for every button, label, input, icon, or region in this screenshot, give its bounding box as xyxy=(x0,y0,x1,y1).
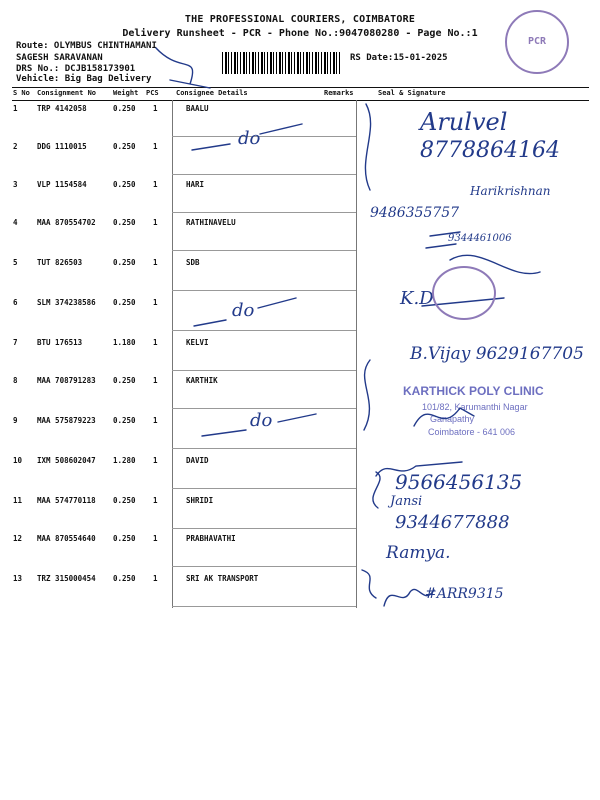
col-sno: S No xyxy=(13,89,30,97)
row-sno: 13 xyxy=(13,574,23,583)
header-signature-scribble xyxy=(150,44,220,94)
col-pcs: PCS xyxy=(146,89,159,97)
phone-row-2: 8778864164 xyxy=(420,138,560,163)
vehicle-label: Vehicle: Big Bag Delivery xyxy=(16,74,152,84)
weight-value: 0.250 xyxy=(113,104,136,113)
col-consignment: Consignment No xyxy=(37,89,97,97)
signature-row-12: Ramya. xyxy=(386,543,451,563)
consignment-number: MAA 870554702 xyxy=(37,218,96,227)
row-sno: 5 xyxy=(13,258,18,267)
col-remarks: Remarks xyxy=(324,89,354,97)
weight-value: 0.250 xyxy=(113,298,136,307)
clinic-stamp-address-2: Ganapathy xyxy=(430,414,475,424)
row-sno: 3 xyxy=(13,180,18,189)
row-sno: 8 xyxy=(13,376,18,385)
col-weight: Weight xyxy=(113,89,139,97)
pcr-stamp-text: PCR xyxy=(527,36,547,47)
consignee-row-divider xyxy=(172,528,356,529)
phone-row-10: 9566456135 xyxy=(395,470,523,494)
pcs-value: 1 xyxy=(153,338,158,347)
consignment-number: MAA 870554640 xyxy=(37,534,96,543)
weight-value: 0.250 xyxy=(113,376,136,385)
row-sno: 7 xyxy=(13,338,18,347)
row-sno: 6 xyxy=(13,298,18,307)
consignee-row-divider xyxy=(172,250,356,251)
col-seal: Seal & Signature xyxy=(378,89,446,97)
consignee-name: DAVID xyxy=(186,456,209,465)
signature-scribble-row-8 xyxy=(410,396,480,436)
signature-row-1: Arulvel xyxy=(420,108,508,136)
pcs-value: 1 xyxy=(153,298,158,307)
pcs-value: 1 xyxy=(153,456,158,465)
rs-date: RS Date:15-01-2025 xyxy=(350,53,448,63)
pcs-value: 1 xyxy=(153,142,158,151)
signature-row-7: B.Vijay 9629167705 xyxy=(410,344,584,364)
row-sno: 4 xyxy=(13,218,18,227)
ditto-line-row-9 xyxy=(200,404,320,444)
consignee-row-divider xyxy=(172,566,356,567)
pcs-value: 1 xyxy=(153,534,158,543)
signature-row-3: Harikrishnan xyxy=(470,184,551,198)
table-header xyxy=(12,87,589,101)
weight-value: 0.250 xyxy=(113,496,136,505)
row-sno: 12 xyxy=(13,534,23,543)
weight-value: 0.250 xyxy=(113,142,136,151)
clinic-stamp-address-1: 101/82, Karumanthi Nagar xyxy=(422,402,528,412)
ditto-mark-row-6: do xyxy=(232,300,255,321)
phone-row-4: 9344461006 xyxy=(448,233,512,244)
consignment-number: TUT 826503 xyxy=(37,258,83,267)
pcs-value: 1 xyxy=(153,574,158,583)
row-sno: 11 xyxy=(13,496,23,505)
col-consignee: Consignee Details xyxy=(176,89,248,97)
weight-value: 0.250 xyxy=(113,180,136,189)
pcs-value: 1 xyxy=(153,180,158,189)
pcs-value: 1 xyxy=(153,258,158,267)
row-sno: 2 xyxy=(13,142,18,151)
consignee-name: HARI xyxy=(186,180,205,189)
weight-value: 0.250 xyxy=(113,218,136,227)
consignment-number: MAA 575879223 xyxy=(37,416,96,425)
row-sno: 10 xyxy=(13,456,23,465)
consignee-row-divider xyxy=(172,290,356,291)
ditto-line-row-6 xyxy=(192,292,302,332)
consignment-number: BTU 176513 xyxy=(37,338,83,347)
clinic-stamp-name: KARTHICK POLY CLINIC xyxy=(403,384,544,398)
weight-value: 0.250 xyxy=(113,534,136,543)
signature-row-11: Jansi xyxy=(390,494,423,509)
row-sno: 9 xyxy=(13,416,18,425)
phone-row-3: 9486355757 xyxy=(370,205,460,221)
pcs-value: 1 xyxy=(153,496,158,505)
runsheet-subtitle: Delivery Runsheet - PCR - Phone No.:9047080280 - Page No.:1 xyxy=(122,28,478,39)
pcs-value: 1 xyxy=(153,376,158,385)
consignee-name: RATHINAVELU xyxy=(186,218,236,227)
consignee-name: BAALU xyxy=(186,104,209,113)
phone-row-11: 9344677888 xyxy=(395,512,510,533)
runsheet-title: THE PROFESSIONAL COURIERS, COIMBATORE xyxy=(184,14,416,25)
pcs-value: 1 xyxy=(153,218,158,227)
remarks-brace-scribbles xyxy=(350,100,390,600)
weight-value: 1.280 xyxy=(113,456,136,465)
consignee-row-divider xyxy=(172,212,356,213)
ditto-line-row-2 xyxy=(190,118,310,158)
consignee-name: SHRIDI xyxy=(186,496,214,505)
signature-scribble-row-13 xyxy=(380,578,440,614)
weight-value: 1.180 xyxy=(113,338,136,347)
row-sno: 1 xyxy=(13,104,18,113)
consignment-number: MAA 708791283 xyxy=(37,376,96,385)
drs-number: DRS No.: DCJB158173901 xyxy=(16,64,136,74)
staff-name: SAGESH SARAVANAN xyxy=(16,53,103,63)
pcs-value: 1 xyxy=(153,416,158,425)
consignee-name: KELVI xyxy=(186,338,209,347)
consignee-row-divider xyxy=(172,488,356,489)
consignment-number: IXM 508602047 xyxy=(37,456,96,465)
consignment-number: MAA 574770118 xyxy=(37,496,96,505)
table-row xyxy=(12,530,589,568)
barcode xyxy=(222,52,342,74)
consignment-number: TRP 4142058 xyxy=(37,104,87,113)
consignee-name: KARTHIK xyxy=(186,376,218,385)
consignee-row-divider xyxy=(172,174,356,175)
consignment-number: SLM 374238586 xyxy=(37,298,96,307)
consignment-number: TRZ 315000454 xyxy=(37,574,96,583)
clinic-stamp-address-3: Coimbatore - 641 006 xyxy=(428,427,516,437)
consignee-name: SDB xyxy=(186,258,200,267)
signature-row-6: K.D xyxy=(400,288,434,309)
weight-value: 0.250 xyxy=(113,416,136,425)
pcr-round-stamp xyxy=(505,10,569,74)
ditto-mark-row-9: do xyxy=(250,410,273,431)
signature-row-13: #ARR9315 xyxy=(425,586,504,602)
route-label: Route: OLYMBUS CHINTHAMANI xyxy=(16,41,157,51)
weight-value: 0.250 xyxy=(113,574,136,583)
ditto-mark-row-2: do xyxy=(238,128,261,149)
consignee-name: SRI AK TRANSPORT xyxy=(186,574,259,583)
consignee-row-divider xyxy=(172,606,356,607)
round-stamp-row-5 xyxy=(432,266,496,320)
consignee-row-divider xyxy=(172,448,356,449)
consignment-number: VLP 1154584 xyxy=(37,180,87,189)
consignment-number: DDG 1110015 xyxy=(37,142,87,151)
pcs-value: 1 xyxy=(153,104,158,113)
weight-value: 0.250 xyxy=(113,258,136,267)
consignee-name: PRABHAVATHI xyxy=(186,534,236,543)
consignee-row-divider xyxy=(172,370,356,371)
